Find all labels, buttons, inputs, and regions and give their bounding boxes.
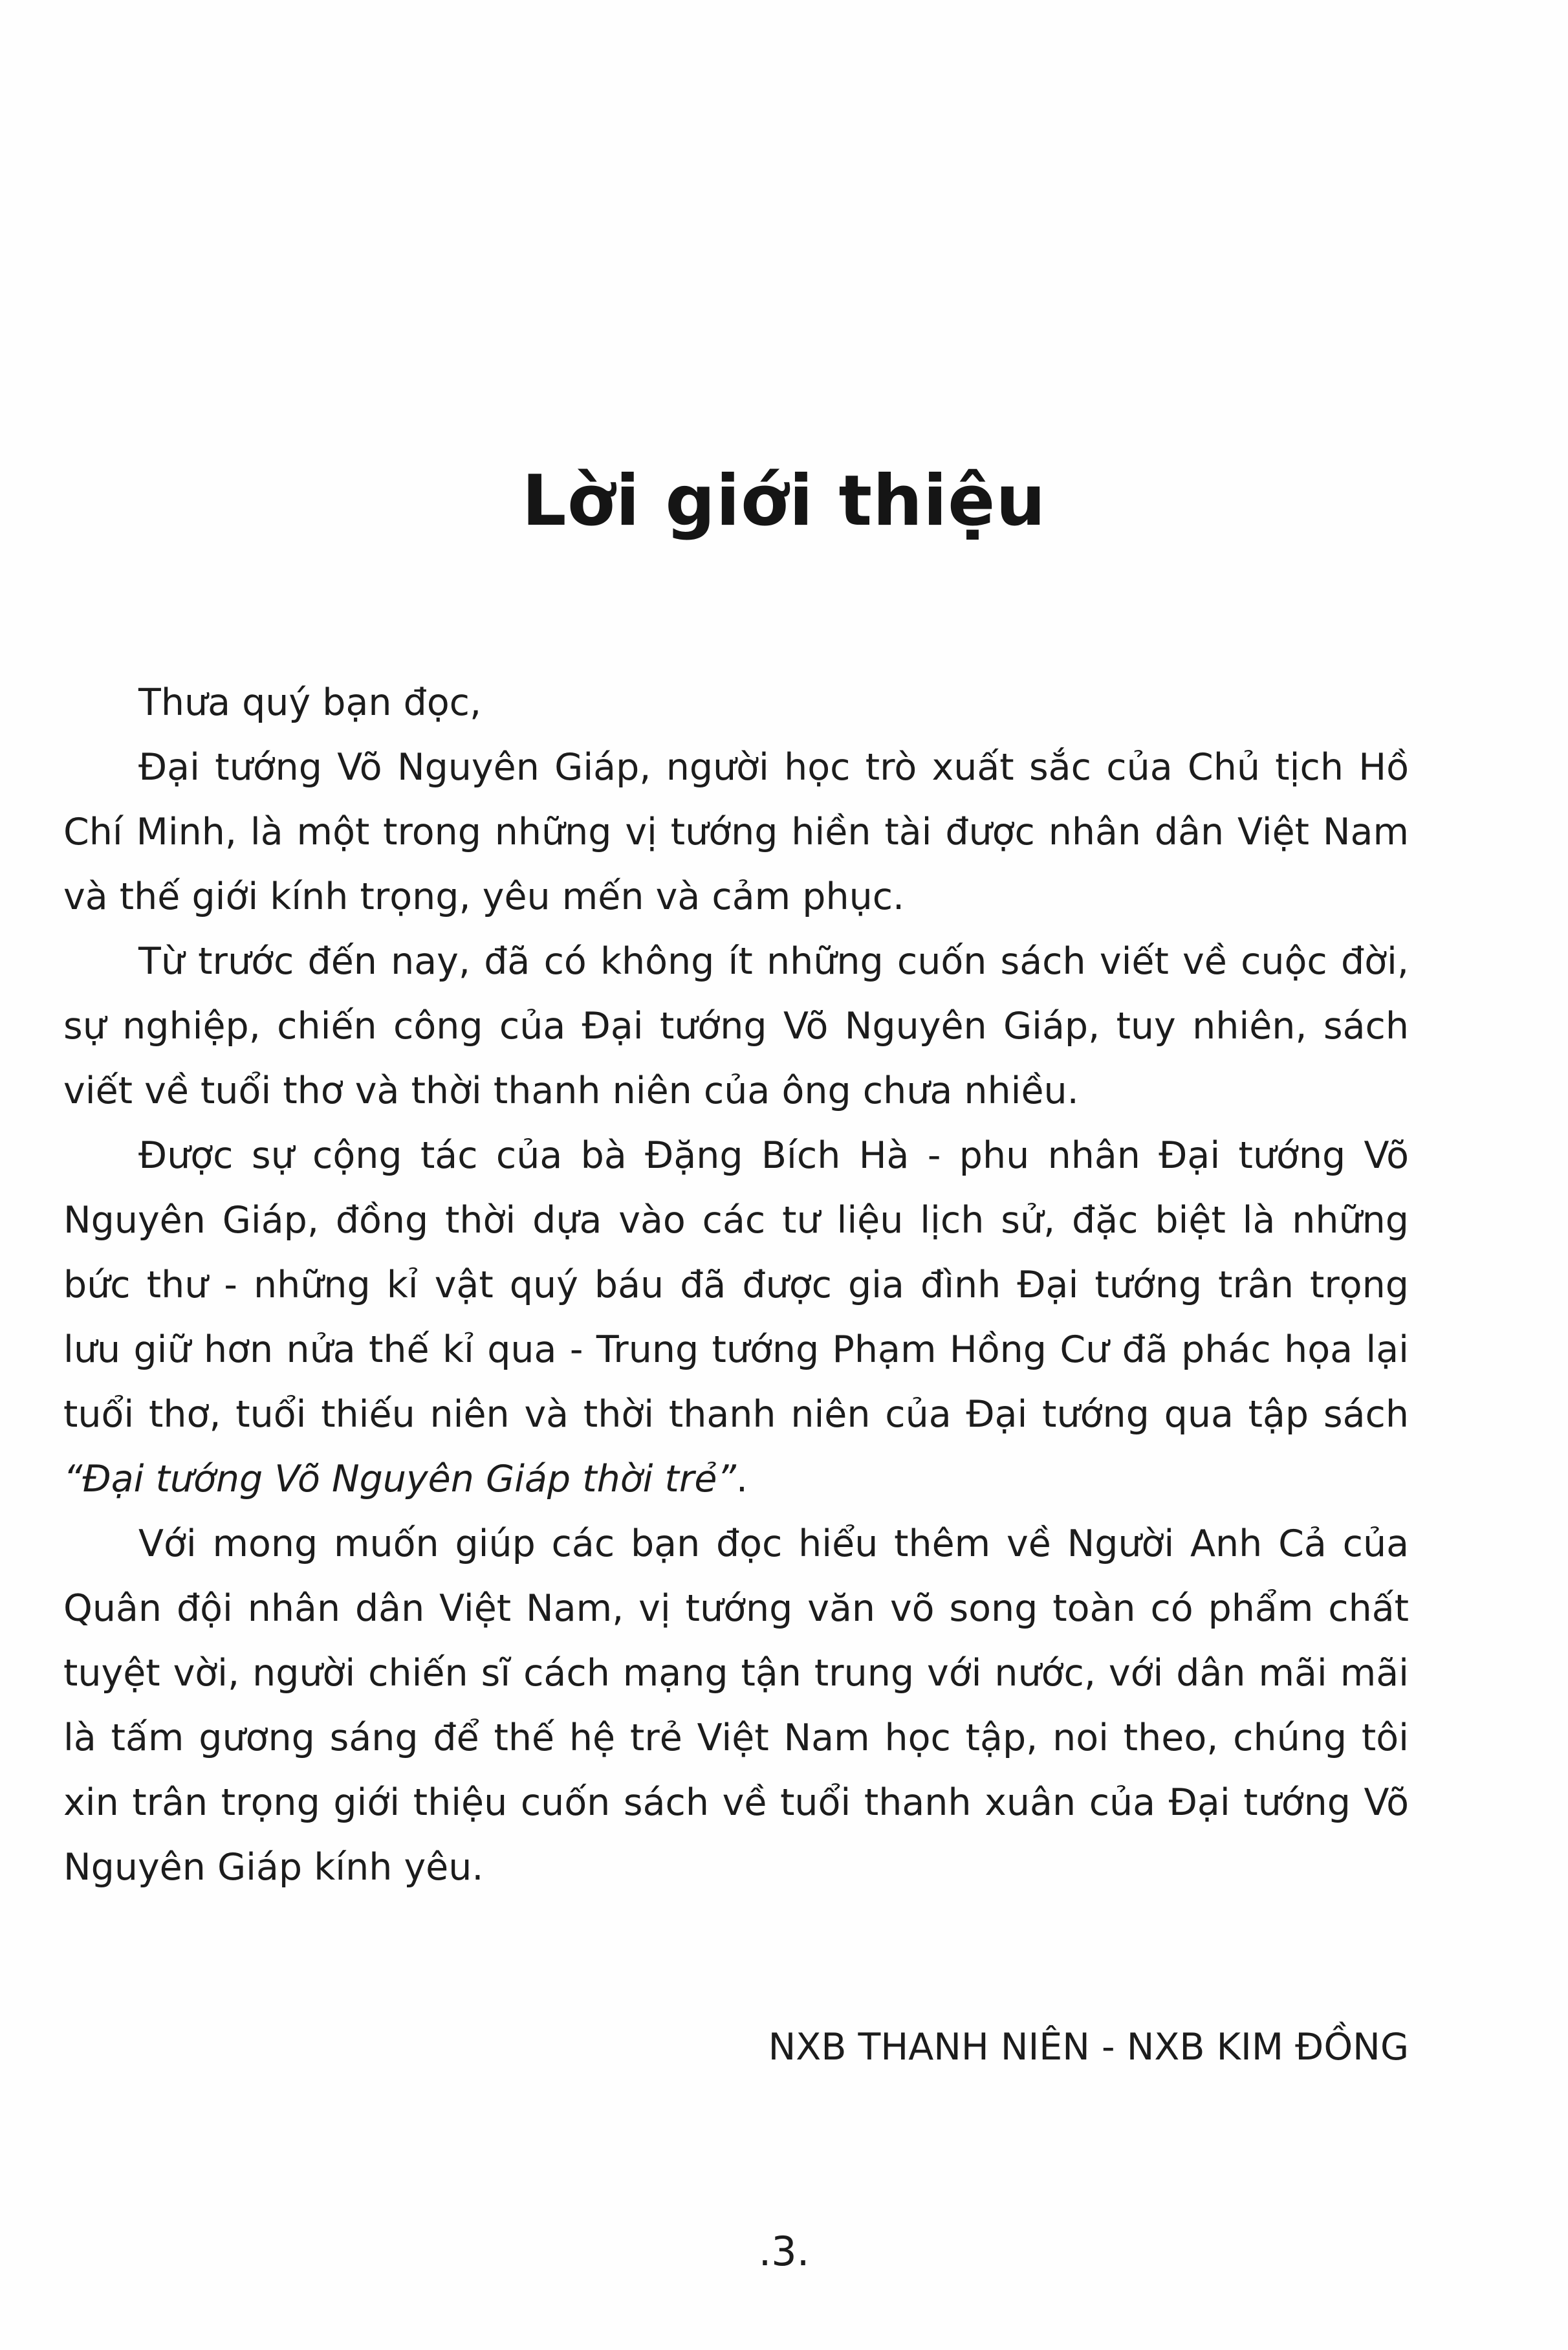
book-title: “Đại tướng Võ Nguyên Giáp thời trẻ” (63, 1458, 736, 1500)
greeting: Thưa quý bạn đọc, (138, 681, 482, 724)
paragraph-1: Đại tướng Võ Nguyên Giáp, người học trò xuất sắc của Chủ tịch Hồ Chí Minh, là một trong những vị tướng hiền tài được nhân dân Việt Nam và thế giới kính trọng, yêu mến và cảm phục. (63, 746, 1409, 918)
page-title: Lời giới thiệu (521, 461, 1047, 542)
publisher-signature: NXB THANH NIÊN - NXB KIM ĐỒNG (768, 2026, 1409, 2069)
paragraph-3 (63, 1123, 1409, 1511)
paragraph-4: Với mong muốn giúp các bạn đọc hiểu thêm về Người Anh Cả của Quân đội nhân dân Việt Nam, vị tướng văn võ song toàn có phẩm chất tuyệt vời, người chiến sĩ cách mạng tận trung với nước, với dân mãi mãi là tấm gương sáng để thế hệ trẻ Việt Nam học tập, noi theo, chúng tôi xin trân trọng giới thiệu cuốn sách về tuổi thanh xuân của Đại tướng Võ Nguyên Giáp kính yêu. (63, 1522, 1409, 1889)
page-number: .3. (758, 2228, 810, 2275)
paragraph-3-ending: . (735, 1458, 748, 1500)
paragraph-2: Từ trước đến nay, đã có không ít những cuốn sách viết về cuộc đời, sự nghiệp, chiến công của Đại tướng Võ Nguyên Giáp, tuy nhiên, sách viết về tuổi thơ và thời thanh niên của ông chưa nhiều. (63, 940, 1409, 1112)
body-text (63, 670, 1409, 1900)
paragraph-3-text: Được sự cộng tác của bà Đặng Bích Hà - phu nhân Đại tướng Võ Nguyên Giáp, đồng thời dựa vào các tư liệu lịch sử, đặc biệt là những bức thư - những kỉ vật quý báu đã được gia đình Đại tướng trân trọng lưu giữ hơn nửa thế kỉ qua - Trung tướng Phạm Hồng Cư đã phác họa lại tuổi thơ, tuổi thiếu niên và thời thanh niên của Đại tướng qua tập sách (63, 1134, 1409, 1436)
